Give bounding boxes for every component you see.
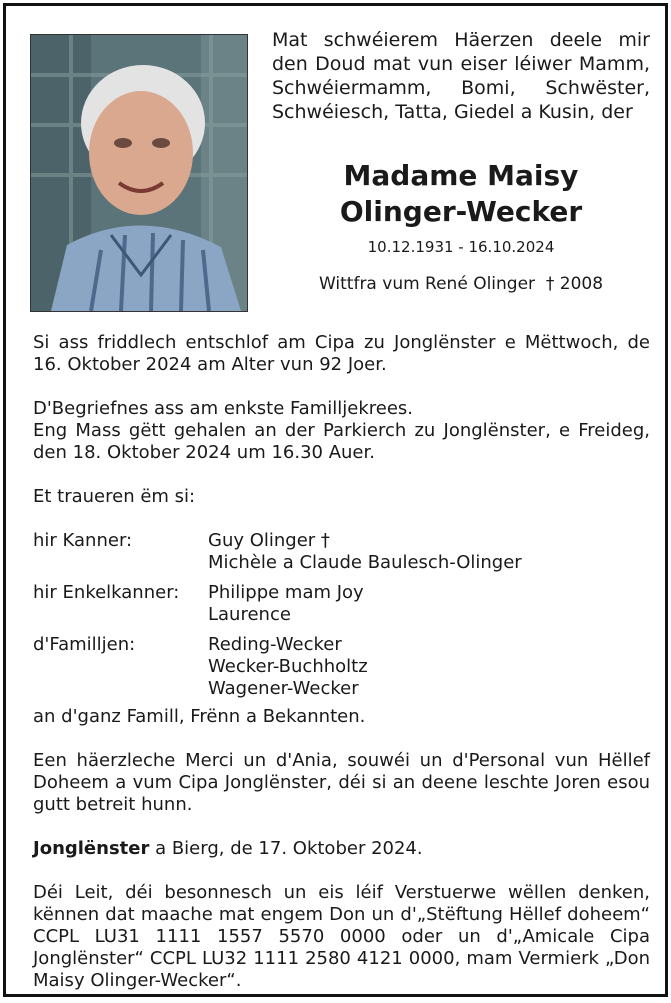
cross-year: † 2008 bbox=[545, 274, 604, 294]
mourner-name: Laurence bbox=[208, 604, 291, 625]
portrait-photo bbox=[30, 34, 248, 312]
mourner-label: hir Enkelkanner: bbox=[33, 582, 180, 603]
place-date-line bbox=[33, 838, 650, 860]
mourner-name: Wagener-Wecker bbox=[208, 678, 359, 699]
mourner-name: Guy Olinger † bbox=[208, 530, 330, 551]
mourner-name: Michèle a Claude Baulesch-Olinger bbox=[208, 552, 522, 573]
mourner-label: d'Familljen: bbox=[33, 634, 136, 655]
widow-text: Wittfra vum René Olinger bbox=[318, 274, 536, 294]
mourners-grandchildren bbox=[33, 582, 650, 626]
notice-body bbox=[33, 332, 650, 992]
widow-line bbox=[272, 274, 650, 294]
death-paragraph: Si ass friddlech entschlof am Cipa zu Jonglënster e Mëttwoch, de 16. Oktober 2024 am Alter vun 92 Joer. bbox=[33, 332, 650, 375]
place-name: Jonglënster bbox=[33, 838, 150, 859]
obituary-notice bbox=[3, 3, 668, 997]
friends-line: an d'ganz Famill, Frënn a Bekannten. bbox=[33, 706, 366, 727]
name-line-2: Olinger-Wecker bbox=[339, 195, 583, 228]
mourner-name: Reding-Wecker bbox=[208, 634, 342, 655]
intro-text: Mat schwéierem Häerzen deele mir den Doud mat vun eiser léiwer Mamm, Schwéiermamm, Bomi, Schwëster, Schwéiesch, Tatta, Giedel a Kusin, der bbox=[272, 29, 650, 123]
place-date: a Bierg, de 17. Oktober 2024. bbox=[149, 838, 423, 859]
life-dates: 10.12.1931 - 16.10.2024 bbox=[367, 238, 555, 256]
mourner-label: hir Kanner: bbox=[33, 530, 133, 551]
funeral-paragraph-b: Eng Mass gëtt gehalen an der Parkierch zu Jonglënster, e Freideg, den 18. Oktober 2024 um 16.30 Auer. bbox=[33, 420, 650, 463]
name-line-1: Madame Maisy bbox=[343, 159, 579, 192]
mourners-families bbox=[33, 634, 650, 700]
mourners-intro: Et traueren ëm si: bbox=[33, 486, 196, 507]
donation-paragraph: Déi Leit, déi besonnesch un eis léif Verstuerwe wëllen denken, kënnen dat maache mat engem Don un d'„Stëftung Hëllef doheem“ CCPL LU31 1111 1557 5570 0000 oder un d'„Amicale Cipa Jonglënster“ CCPL LU32 1111 2580 4121 0000, mam Vermierk „Don Maisy Olinger-Wecker“. bbox=[33, 882, 650, 991]
mourner-name: Wecker-Buchholtz bbox=[208, 656, 368, 677]
deceased-name bbox=[272, 158, 650, 230]
mourners-children bbox=[33, 530, 650, 574]
thanks-paragraph: Een häerzleche Merci un d'Ania, souwéi un d'Personal vun Hëllef Doheem a vum Cipa Jonglënster, déi si an deene leschte Joren esou gutt betreit hunn. bbox=[33, 750, 650, 815]
funeral-paragraph-a: D'Begriefnes ass am enkste Familljekrees. bbox=[33, 398, 414, 419]
mourner-name: Philippe mam Joy bbox=[208, 582, 364, 603]
